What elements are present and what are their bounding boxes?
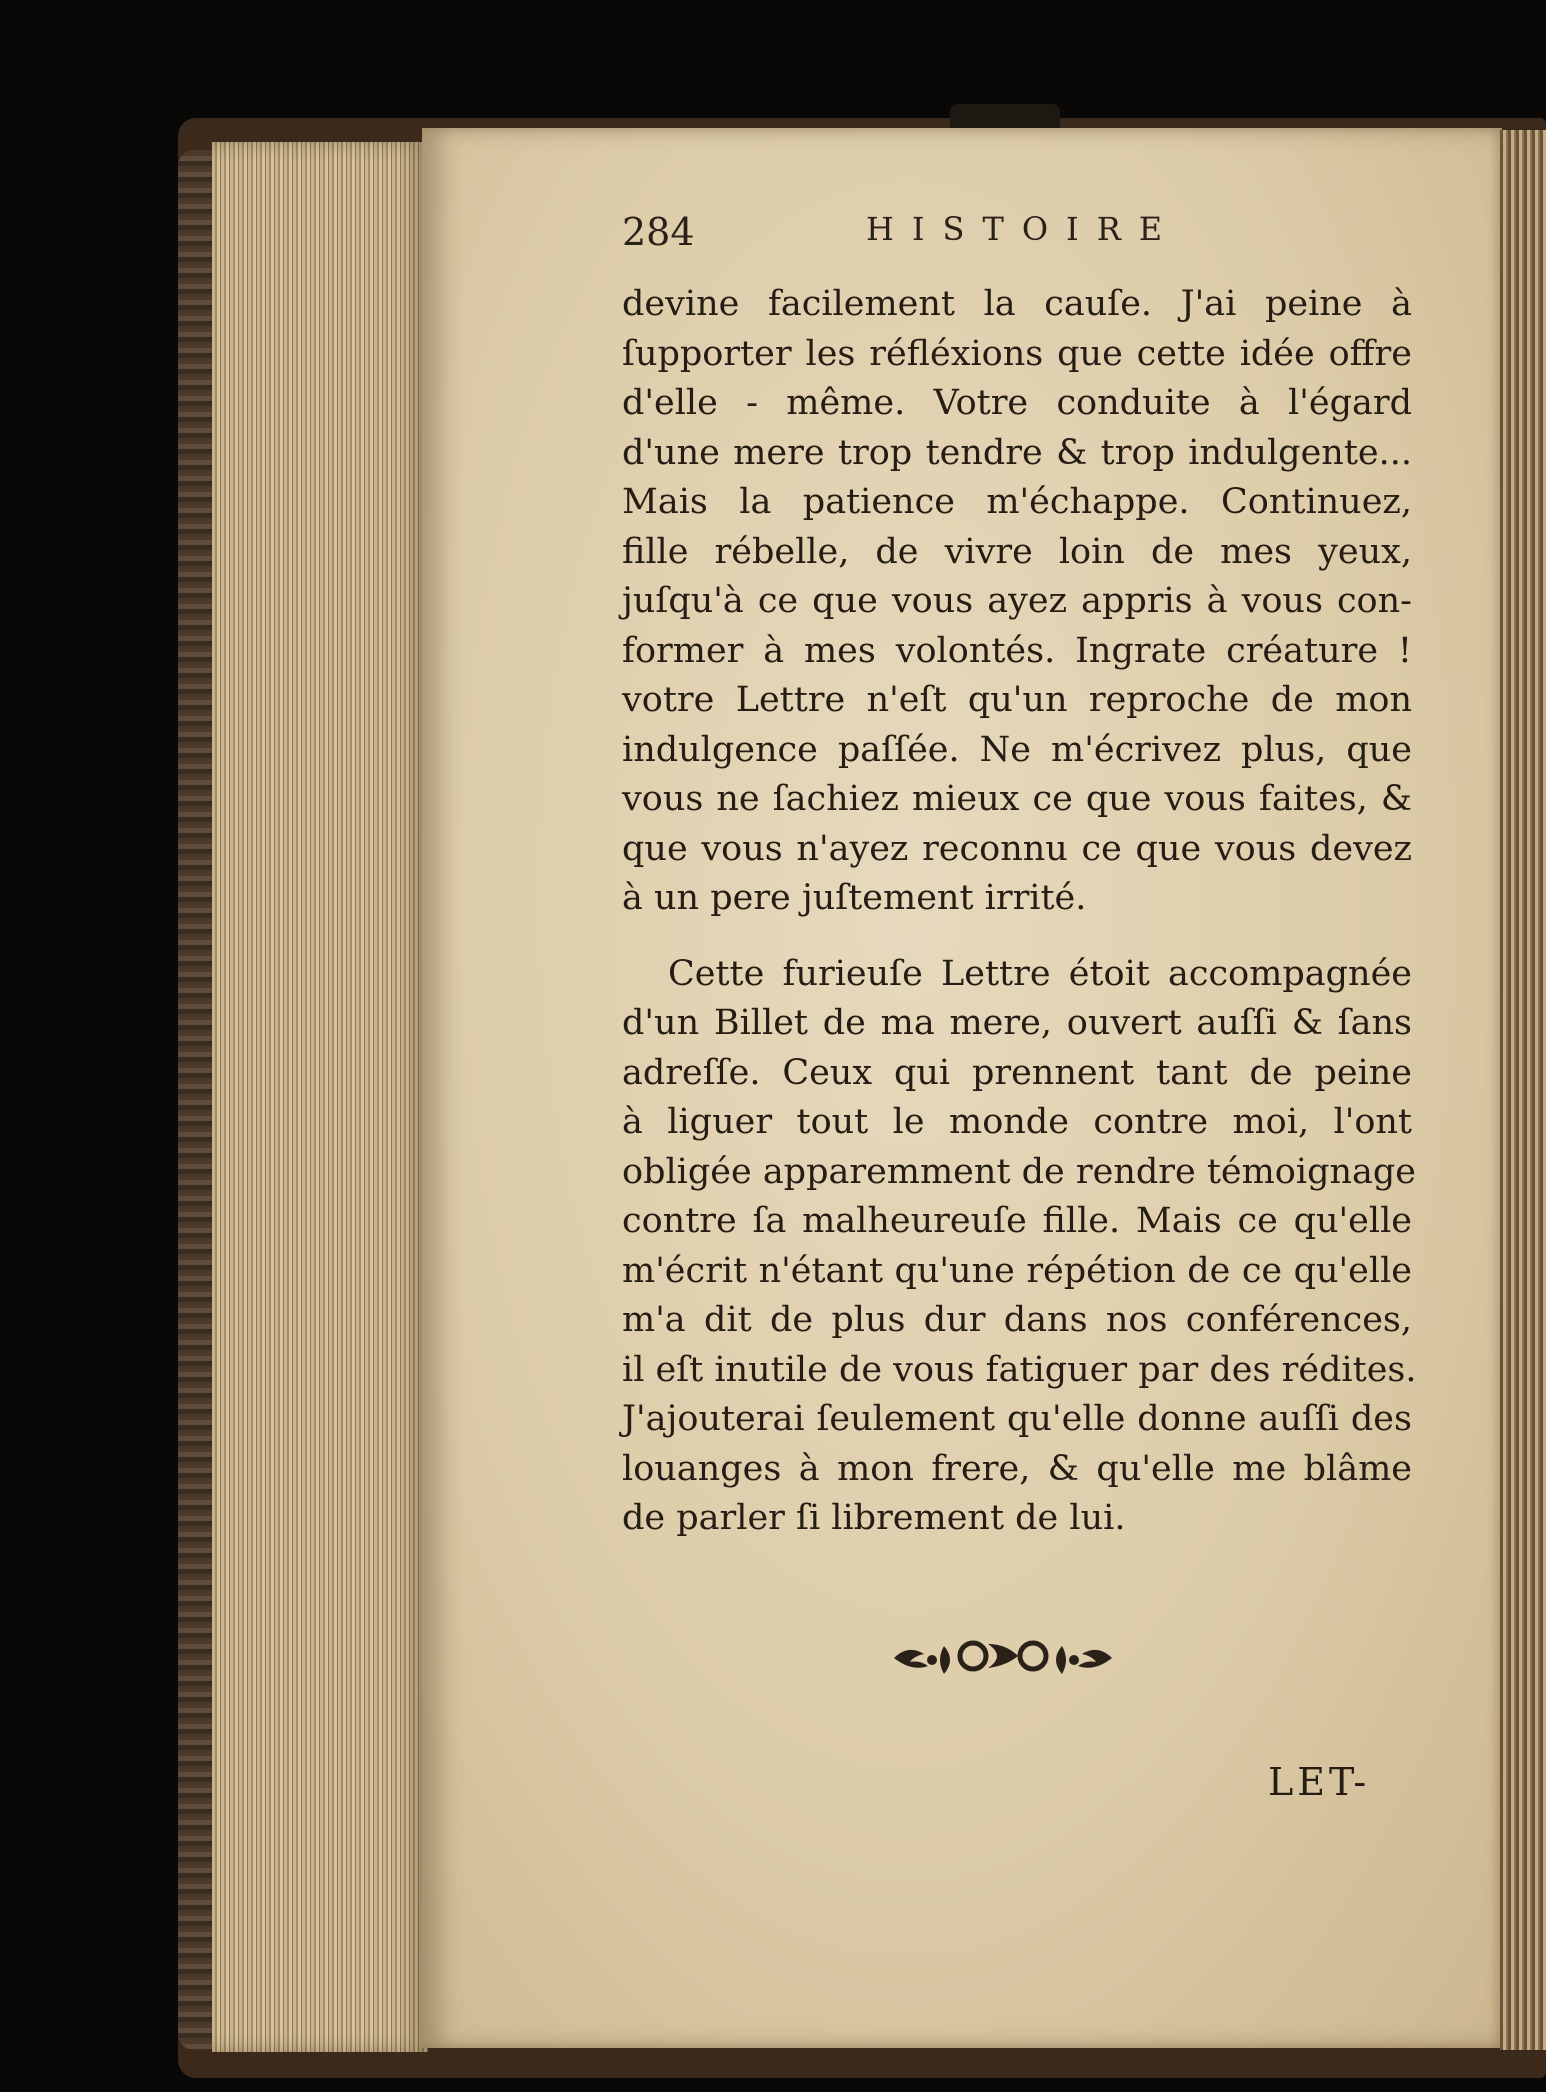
paragraph-2 — [622, 950, 1417, 1544]
text-line: de parler ſi librement de lui. — [622, 1498, 1126, 1538]
text-line: il eſt inutile de vous fatiguer par des rédites. — [622, 1349, 1417, 1390]
text-line: fille rébelle, de vivre loin de mes yeux, — [622, 531, 1412, 572]
page-edges-right — [1500, 130, 1546, 2050]
page-number: 284 — [622, 210, 695, 254]
binding-tab — [950, 104, 1060, 130]
text-line: d'un Billet de ma mere, ouvert auſſi & ſans — [622, 1003, 1412, 1043]
text-line: former à mes volontés. Ingrate créature ! — [622, 630, 1412, 671]
floral-ornament-icon — [888, 1636, 1118, 1676]
text-line: à liguer tout le monde contre moi, l'ont — [622, 1102, 1412, 1142]
text-line: m'écrit n'étant qu'une répétion de ce qu'elle — [622, 1250, 1412, 1291]
text-line: devine facilement la cauſe. J'ai peine à — [622, 284, 1412, 324]
text-line: que vous n'ayez reconnu ce que vous devez — [622, 828, 1412, 869]
text-line: Mais la patience m'échappe. Continuez, — [622, 482, 1412, 522]
text-line: juſqu'à ce que vous ayez appris à vous con- — [622, 581, 1412, 621]
text-line: votre Lettre n'eſt qu'un reproche de mon — [622, 680, 1412, 720]
text-line: d'elle - même. Votre conduite à l'égard — [622, 383, 1412, 423]
text-line: m'a dit de plus dur dans nos conférences, — [622, 1300, 1412, 1340]
text-line: indulgence paſſée. Ne m'écrivez plus, que — [622, 729, 1412, 770]
body-text — [622, 280, 1417, 1544]
paragraph-1 — [622, 280, 1412, 924]
text-line: d'une mere trop tendre & trop indulgente... — [622, 432, 1412, 473]
text-line: contre ſa malheureuſe fille. Mais ce qu'elle — [622, 1201, 1412, 1241]
paragraph-gap — [622, 924, 1412, 950]
text-line: J'ajouterai ſeulement qu'elle donne auſſi des — [622, 1399, 1412, 1439]
text-line: à un pere juſtement irrité. — [622, 878, 1087, 918]
page-edges-left — [212, 142, 428, 2052]
text-line: obligée apparemment de rendre témoignage — [622, 1151, 1416, 1192]
catchword: LET- — [1268, 1760, 1371, 1804]
page-header — [622, 210, 1382, 260]
text-line: vous ne ſachiez mieux ce que vous faites, & — [622, 779, 1412, 819]
text-line: adreſſe. Ceux qui prennent tant de peine — [622, 1052, 1412, 1093]
text-line: Cette furieuſe Lettre étoit accompagnée — [668, 953, 1412, 994]
running-title: HISTOIRE — [866, 210, 1181, 248]
text-line: louanges à mon frere, & qu'elle me blâme — [622, 1448, 1412, 1489]
text-line: ſupporter les réfléxions que cette idée offre — [622, 333, 1412, 374]
